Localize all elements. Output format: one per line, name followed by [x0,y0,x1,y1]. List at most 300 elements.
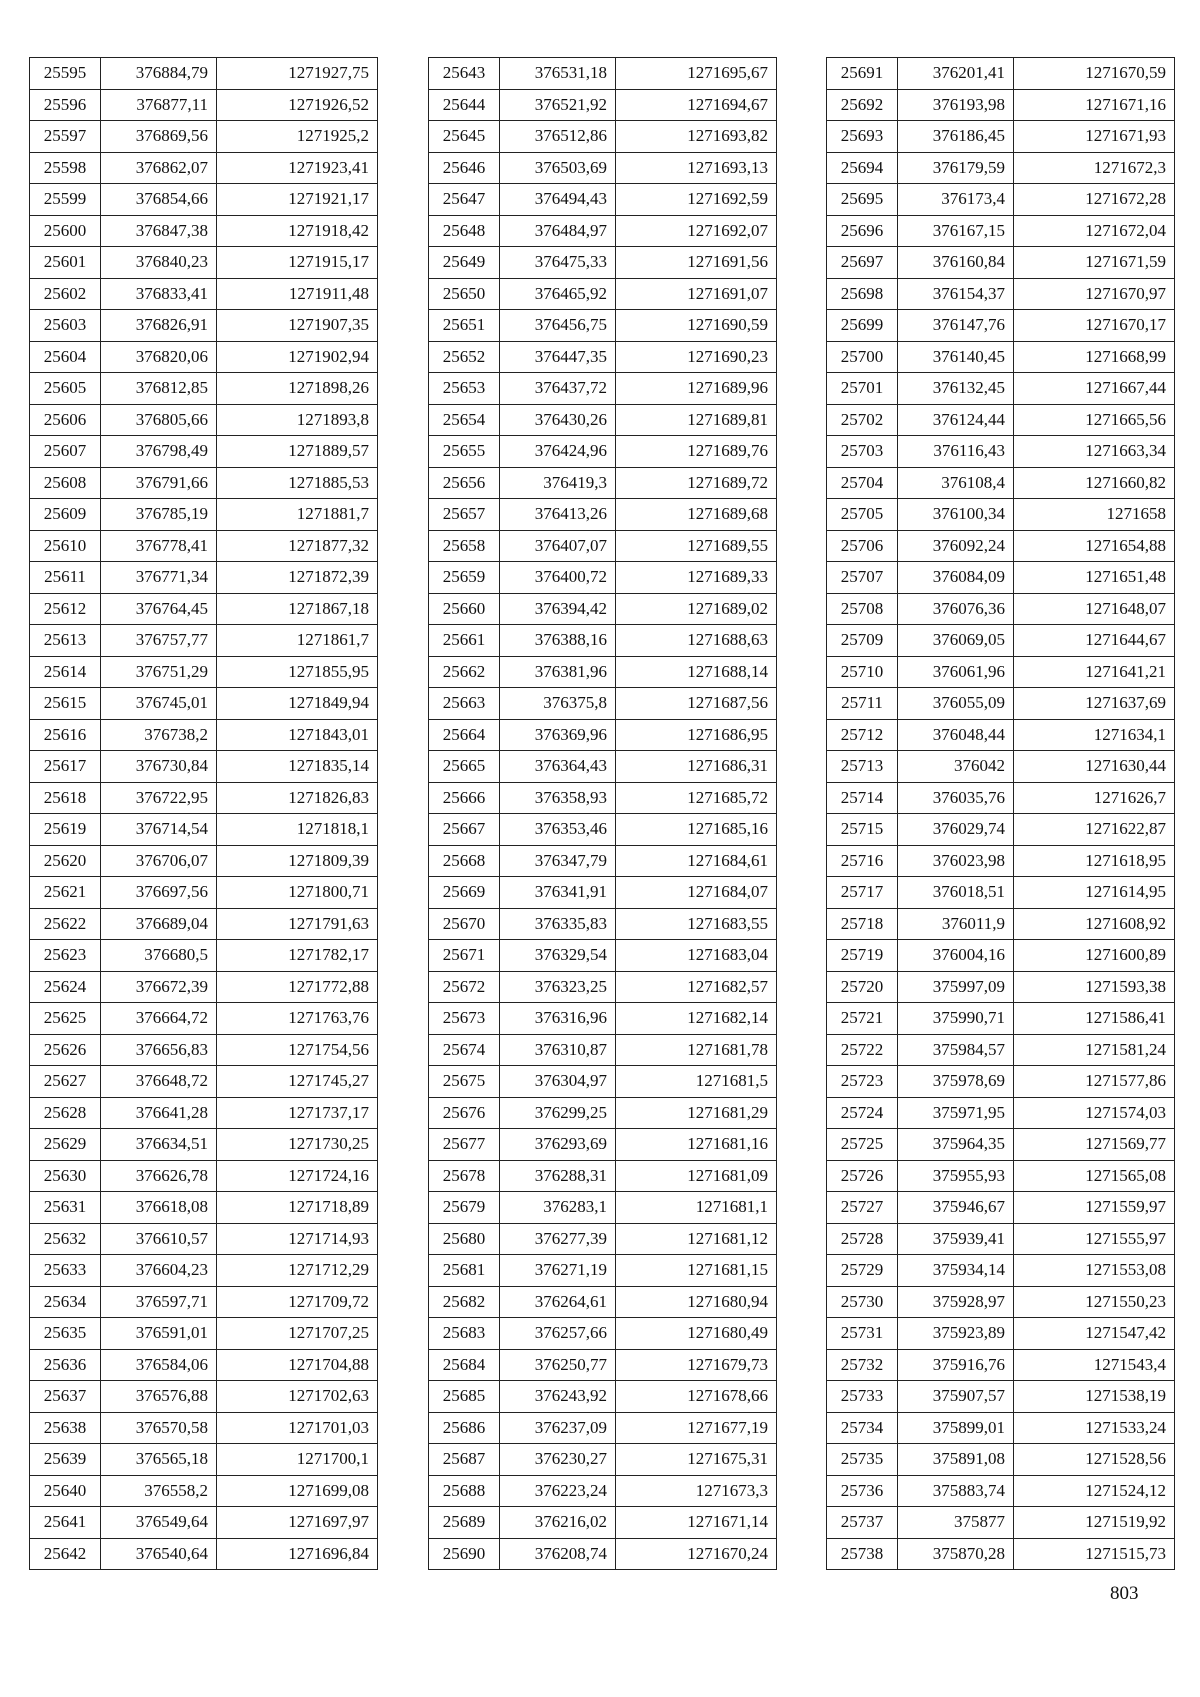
point-number-cell: 25603 [30,310,101,342]
table-row [429,845,777,877]
table-row [429,1318,777,1350]
table-row [429,1286,777,1318]
y-coordinate-cell: 1271691,56 [616,247,777,279]
y-coordinate-cell: 1271695,67 [616,58,777,90]
table-row [30,499,378,531]
table-row [429,1129,777,1161]
x-coordinate-cell: 376576,88 [101,1381,217,1413]
x-coordinate-cell: 376011,9 [898,908,1014,940]
point-number-cell: 25604 [30,341,101,373]
y-coordinate-cell: 1271694,67 [616,89,777,121]
x-coordinate-cell: 376714,54 [101,814,217,846]
y-coordinate-cell: 1271918,42 [217,215,378,247]
table-row [30,782,378,814]
table-row [30,1097,378,1129]
x-coordinate-cell: 376540,64 [101,1538,217,1570]
y-coordinate-cell: 1271697,97 [217,1507,378,1539]
x-coordinate-cell: 376424,96 [500,436,616,468]
y-coordinate-cell: 1271671,14 [616,1507,777,1539]
point-number-cell: 25718 [827,908,898,940]
table-row [429,404,777,436]
table-row [30,373,378,405]
point-number-cell: 25722 [827,1034,898,1066]
table-row [429,782,777,814]
x-coordinate-cell: 375955,93 [898,1160,1014,1192]
y-coordinate-cell: 1271700,1 [217,1444,378,1476]
y-coordinate-cell: 1271565,08 [1014,1160,1175,1192]
table-row [429,656,777,688]
x-coordinate-cell: 376310,87 [500,1034,616,1066]
point-number-cell: 25636 [30,1349,101,1381]
y-coordinate-cell: 1271689,76 [616,436,777,468]
x-coordinate-cell: 376730,84 [101,751,217,783]
table-row [827,593,1175,625]
point-number-cell: 25703 [827,436,898,468]
x-coordinate-cell: 376869,56 [101,121,217,153]
y-coordinate-cell: 1271528,56 [1014,1444,1175,1476]
x-coordinate-cell: 376230,27 [500,1444,616,1476]
point-number-cell: 25656 [429,467,500,499]
table-row [429,1507,777,1539]
y-coordinate-cell: 1271693,82 [616,121,777,153]
table-row [429,1255,777,1287]
x-coordinate-cell: 376812,85 [101,373,217,405]
point-number-cell: 25698 [827,278,898,310]
point-number-cell: 25715 [827,814,898,846]
x-coordinate-cell: 376558,2 [101,1475,217,1507]
y-coordinate-cell: 1271651,48 [1014,562,1175,594]
x-coordinate-cell: 376706,07 [101,845,217,877]
y-coordinate-cell: 1271682,14 [616,1003,777,1035]
y-coordinate-cell: 1271684,61 [616,845,777,877]
y-coordinate-cell: 1271683,04 [616,940,777,972]
x-coordinate-cell: 376757,77 [101,625,217,657]
y-coordinate-cell: 1271648,07 [1014,593,1175,625]
point-number-cell: 25731 [827,1318,898,1350]
point-number-cell: 25684 [429,1349,500,1381]
table-row [827,58,1175,90]
point-number-cell: 25646 [429,152,500,184]
table-row [30,719,378,751]
x-coordinate-cell: 375907,57 [898,1381,1014,1413]
x-coordinate-cell: 376035,76 [898,782,1014,814]
y-coordinate-cell: 1271547,42 [1014,1318,1175,1350]
point-number-cell: 25622 [30,908,101,940]
point-number-cell: 25609 [30,499,101,531]
x-coordinate-cell: 376173,4 [898,184,1014,216]
y-coordinate-cell: 1271889,57 [217,436,378,468]
x-coordinate-cell: 376004,16 [898,940,1014,972]
table-row [429,1160,777,1192]
x-coordinate-cell: 376277,39 [500,1223,616,1255]
point-number-cell: 25688 [429,1475,500,1507]
point-number-cell: 25726 [827,1160,898,1192]
point-number-cell: 25696 [827,215,898,247]
table-row [429,1381,777,1413]
table-row [30,404,378,436]
x-coordinate-cell: 376069,05 [898,625,1014,657]
point-number-cell: 25620 [30,845,101,877]
x-coordinate-cell: 376484,97 [500,215,616,247]
point-number-cell: 25729 [827,1255,898,1287]
y-coordinate-cell: 1271608,92 [1014,908,1175,940]
point-number-cell: 25727 [827,1192,898,1224]
point-number-cell: 25734 [827,1412,898,1444]
y-coordinate-cell: 1271600,89 [1014,940,1175,972]
point-number-cell: 25733 [827,1381,898,1413]
x-coordinate-cell: 375916,76 [898,1349,1014,1381]
point-number-cell: 25643 [429,58,500,90]
point-number-cell: 25599 [30,184,101,216]
point-number-cell: 25713 [827,751,898,783]
x-coordinate-cell: 375971,95 [898,1097,1014,1129]
y-coordinate-cell: 1271618,95 [1014,845,1175,877]
table-row [827,1507,1175,1539]
point-number-cell: 25630 [30,1160,101,1192]
point-number-cell: 25629 [30,1129,101,1161]
point-number-cell: 25717 [827,877,898,909]
table-row [30,751,378,783]
x-coordinate-cell: 376494,43 [500,184,616,216]
table-row [827,1129,1175,1161]
y-coordinate-cell: 1271668,99 [1014,341,1175,373]
x-coordinate-cell: 376664,72 [101,1003,217,1035]
table-row [827,845,1175,877]
x-coordinate-cell: 376369,96 [500,719,616,751]
table-row [429,152,777,184]
point-number-cell: 25596 [30,89,101,121]
table-row [429,940,777,972]
y-coordinate-cell: 1271925,2 [217,121,378,153]
point-number-cell: 25639 [30,1444,101,1476]
y-coordinate-cell: 1271926,52 [217,89,378,121]
x-coordinate-cell: 376854,66 [101,184,217,216]
table-row [30,1444,378,1476]
y-coordinate-cell: 1271667,44 [1014,373,1175,405]
table-row [429,971,777,1003]
point-number-cell: 25695 [827,184,898,216]
table-row [429,688,777,720]
y-coordinate-cell: 1271826,83 [217,782,378,814]
y-coordinate-cell: 1271685,16 [616,814,777,846]
table-row [429,247,777,279]
y-coordinate-cell: 1271855,95 [217,656,378,688]
table-row [429,530,777,562]
point-number-cell: 25601 [30,247,101,279]
point-number-cell: 25705 [827,499,898,531]
y-coordinate-cell: 1271688,63 [616,625,777,657]
table-row [827,184,1175,216]
y-coordinate-cell: 1271843,01 [217,719,378,751]
point-number-cell: 25600 [30,215,101,247]
x-coordinate-cell: 376656,83 [101,1034,217,1066]
y-coordinate-cell: 1271681,29 [616,1097,777,1129]
x-coordinate-cell: 376335,83 [500,908,616,940]
page-number: 803 [1110,1583,1139,1604]
table-row [30,152,378,184]
y-coordinate-cell: 1271818,1 [217,814,378,846]
point-number-cell: 25732 [827,1349,898,1381]
table-row [827,278,1175,310]
table-row [827,1192,1175,1224]
x-coordinate-cell: 376785,19 [101,499,217,531]
table-row [827,877,1175,909]
y-coordinate-cell: 1271902,94 [217,341,378,373]
point-number-cell: 25602 [30,278,101,310]
x-coordinate-cell: 376364,43 [500,751,616,783]
table-row [429,1538,777,1570]
x-coordinate-cell: 376257,66 [500,1318,616,1350]
y-coordinate-cell: 1271680,94 [616,1286,777,1318]
y-coordinate-cell: 1271671,93 [1014,121,1175,153]
point-number-cell: 25637 [30,1381,101,1413]
point-number-cell: 25650 [429,278,500,310]
y-coordinate-cell: 1271885,53 [217,467,378,499]
point-number-cell: 25681 [429,1255,500,1287]
table-row [827,310,1175,342]
point-number-cell: 25666 [429,782,500,814]
point-number-cell: 25632 [30,1223,101,1255]
x-coordinate-cell: 376778,41 [101,530,217,562]
x-coordinate-cell: 376604,23 [101,1255,217,1287]
table-row [429,751,777,783]
y-coordinate-cell: 1271672,28 [1014,184,1175,216]
y-coordinate-cell: 1271634,1 [1014,719,1175,751]
table-row [827,971,1175,1003]
table-row [30,814,378,846]
y-coordinate-cell: 1271670,59 [1014,58,1175,90]
x-coordinate-cell: 376353,46 [500,814,616,846]
table-row [30,593,378,625]
table-row [827,1286,1175,1318]
x-coordinate-cell: 376293,69 [500,1129,616,1161]
point-number-cell: 25702 [827,404,898,436]
table-row [827,89,1175,121]
x-coordinate-cell: 376400,72 [500,562,616,594]
table-row [827,1475,1175,1507]
x-coordinate-cell: 376160,84 [898,247,1014,279]
x-coordinate-cell: 376641,28 [101,1097,217,1129]
y-coordinate-cell: 1271670,97 [1014,278,1175,310]
point-number-cell: 25708 [827,593,898,625]
point-number-cell: 25677 [429,1129,500,1161]
table-row [30,436,378,468]
y-coordinate-cell: 1271524,12 [1014,1475,1175,1507]
x-coordinate-cell: 375939,41 [898,1223,1014,1255]
y-coordinate-cell: 1271699,08 [217,1475,378,1507]
x-coordinate-cell: 376570,58 [101,1412,217,1444]
table-row [30,877,378,909]
y-coordinate-cell: 1271690,59 [616,310,777,342]
point-number-cell: 25634 [30,1286,101,1318]
table-row [30,1507,378,1539]
table-row [30,89,378,121]
x-coordinate-cell: 375928,97 [898,1286,1014,1318]
table-row [827,656,1175,688]
y-coordinate-cell: 1271835,14 [217,751,378,783]
y-coordinate-cell: 1271675,31 [616,1444,777,1476]
table-row [827,1066,1175,1098]
table-row [827,1034,1175,1066]
y-coordinate-cell: 1271614,95 [1014,877,1175,909]
x-coordinate-cell: 375990,71 [898,1003,1014,1035]
table-row [30,278,378,310]
x-coordinate-cell: 375923,89 [898,1318,1014,1350]
x-coordinate-cell: 376201,41 [898,58,1014,90]
point-number-cell: 25625 [30,1003,101,1035]
table-row [429,1475,777,1507]
point-number-cell: 25730 [827,1286,898,1318]
table-row [827,404,1175,436]
y-coordinate-cell: 1271683,55 [616,908,777,940]
x-coordinate-cell: 376223,24 [500,1475,616,1507]
y-coordinate-cell: 1271681,5 [616,1066,777,1098]
point-number-cell: 25687 [429,1444,500,1476]
table-row [429,593,777,625]
x-coordinate-cell: 376237,09 [500,1412,616,1444]
y-coordinate-cell: 1271690,23 [616,341,777,373]
y-coordinate-cell: 1271861,7 [217,625,378,657]
table-row [30,1129,378,1161]
point-number-cell: 25673 [429,1003,500,1035]
table-row [429,1192,777,1224]
x-coordinate-cell: 376862,07 [101,152,217,184]
point-number-cell: 25633 [30,1255,101,1287]
point-number-cell: 25720 [827,971,898,1003]
x-coordinate-cell: 376288,31 [500,1160,616,1192]
y-coordinate-cell: 1271686,31 [616,751,777,783]
x-coordinate-cell: 375964,35 [898,1129,1014,1161]
table-row [429,1349,777,1381]
point-number-cell: 25724 [827,1097,898,1129]
y-coordinate-cell: 1271533,24 [1014,1412,1175,1444]
point-number-cell: 25648 [429,215,500,247]
point-number-cell: 25616 [30,719,101,751]
table-row [30,1381,378,1413]
x-coordinate-cell: 376124,44 [898,404,1014,436]
point-number-cell: 25694 [827,152,898,184]
y-coordinate-cell: 1271678,66 [616,1381,777,1413]
table-row [30,1255,378,1287]
table-row [429,562,777,594]
y-coordinate-cell: 1271688,14 [616,656,777,688]
table-row [429,373,777,405]
y-coordinate-cell: 1271686,95 [616,719,777,751]
point-number-cell: 25627 [30,1066,101,1098]
table-row [827,373,1175,405]
point-number-cell: 25691 [827,58,898,90]
y-coordinate-cell: 1271898,26 [217,373,378,405]
point-number-cell: 25710 [827,656,898,688]
table-row [429,1003,777,1035]
x-coordinate-cell: 376419,3 [500,467,616,499]
y-coordinate-cell: 1271660,82 [1014,467,1175,499]
point-number-cell: 25723 [827,1066,898,1098]
point-number-cell: 25737 [827,1507,898,1539]
x-coordinate-cell: 376271,19 [500,1255,616,1287]
point-number-cell: 25655 [429,436,500,468]
table-row [827,530,1175,562]
coordinates-table-2 [428,57,777,1570]
point-number-cell: 25736 [827,1475,898,1507]
y-coordinate-cell: 1271754,56 [217,1034,378,1066]
x-coordinate-cell: 376626,78 [101,1160,217,1192]
y-coordinate-cell: 1271714,93 [217,1223,378,1255]
point-number-cell: 25660 [429,593,500,625]
x-coordinate-cell: 376264,61 [500,1286,616,1318]
table-row [30,845,378,877]
y-coordinate-cell: 1271689,72 [616,467,777,499]
point-number-cell: 25671 [429,940,500,972]
table-row [30,940,378,972]
y-coordinate-cell: 1271763,76 [217,1003,378,1035]
table-row [30,688,378,720]
point-number-cell: 25669 [429,877,500,909]
y-coordinate-cell: 1271681,09 [616,1160,777,1192]
table-row [30,530,378,562]
point-number-cell: 25693 [827,121,898,153]
point-number-cell: 25682 [429,1286,500,1318]
point-number-cell: 25619 [30,814,101,846]
y-coordinate-cell: 1271867,18 [217,593,378,625]
y-coordinate-cell: 1271630,44 [1014,751,1175,783]
table-row [30,58,378,90]
point-number-cell: 25685 [429,1381,500,1413]
point-number-cell: 25641 [30,1507,101,1539]
y-coordinate-cell: 1271550,23 [1014,1286,1175,1318]
point-number-cell: 25686 [429,1412,500,1444]
x-coordinate-cell: 376430,26 [500,404,616,436]
table-row [827,1003,1175,1035]
y-coordinate-cell: 1271923,41 [217,152,378,184]
y-coordinate-cell: 1271692,59 [616,184,777,216]
x-coordinate-cell: 376048,44 [898,719,1014,751]
x-coordinate-cell: 376597,71 [101,1286,217,1318]
point-number-cell: 25735 [827,1444,898,1476]
x-coordinate-cell: 376407,07 [500,530,616,562]
point-number-cell: 25607 [30,436,101,468]
x-coordinate-cell: 376689,04 [101,908,217,940]
x-coordinate-cell: 376100,34 [898,499,1014,531]
y-coordinate-cell: 1271791,63 [217,908,378,940]
y-coordinate-cell: 1271692,07 [616,215,777,247]
point-number-cell: 25697 [827,247,898,279]
table-row [30,1034,378,1066]
y-coordinate-cell: 1271921,17 [217,184,378,216]
point-number-cell: 25661 [429,625,500,657]
table-row [30,341,378,373]
y-coordinate-cell: 1271673,3 [616,1475,777,1507]
point-number-cell: 25725 [827,1129,898,1161]
x-coordinate-cell: 376029,74 [898,814,1014,846]
x-coordinate-cell: 376055,09 [898,688,1014,720]
table-row [827,467,1175,499]
point-number-cell: 25680 [429,1223,500,1255]
point-number-cell: 25638 [30,1412,101,1444]
x-coordinate-cell: 376323,25 [500,971,616,1003]
y-coordinate-cell: 1271654,88 [1014,530,1175,562]
table-row [429,278,777,310]
x-coordinate-cell: 375899,01 [898,1412,1014,1444]
y-coordinate-cell: 1271772,88 [217,971,378,1003]
table-row [827,1223,1175,1255]
x-coordinate-cell: 376745,01 [101,688,217,720]
x-coordinate-cell: 376132,45 [898,373,1014,405]
x-coordinate-cell: 376018,51 [898,877,1014,909]
table-row [30,1318,378,1350]
point-number-cell: 25628 [30,1097,101,1129]
point-number-cell: 25663 [429,688,500,720]
